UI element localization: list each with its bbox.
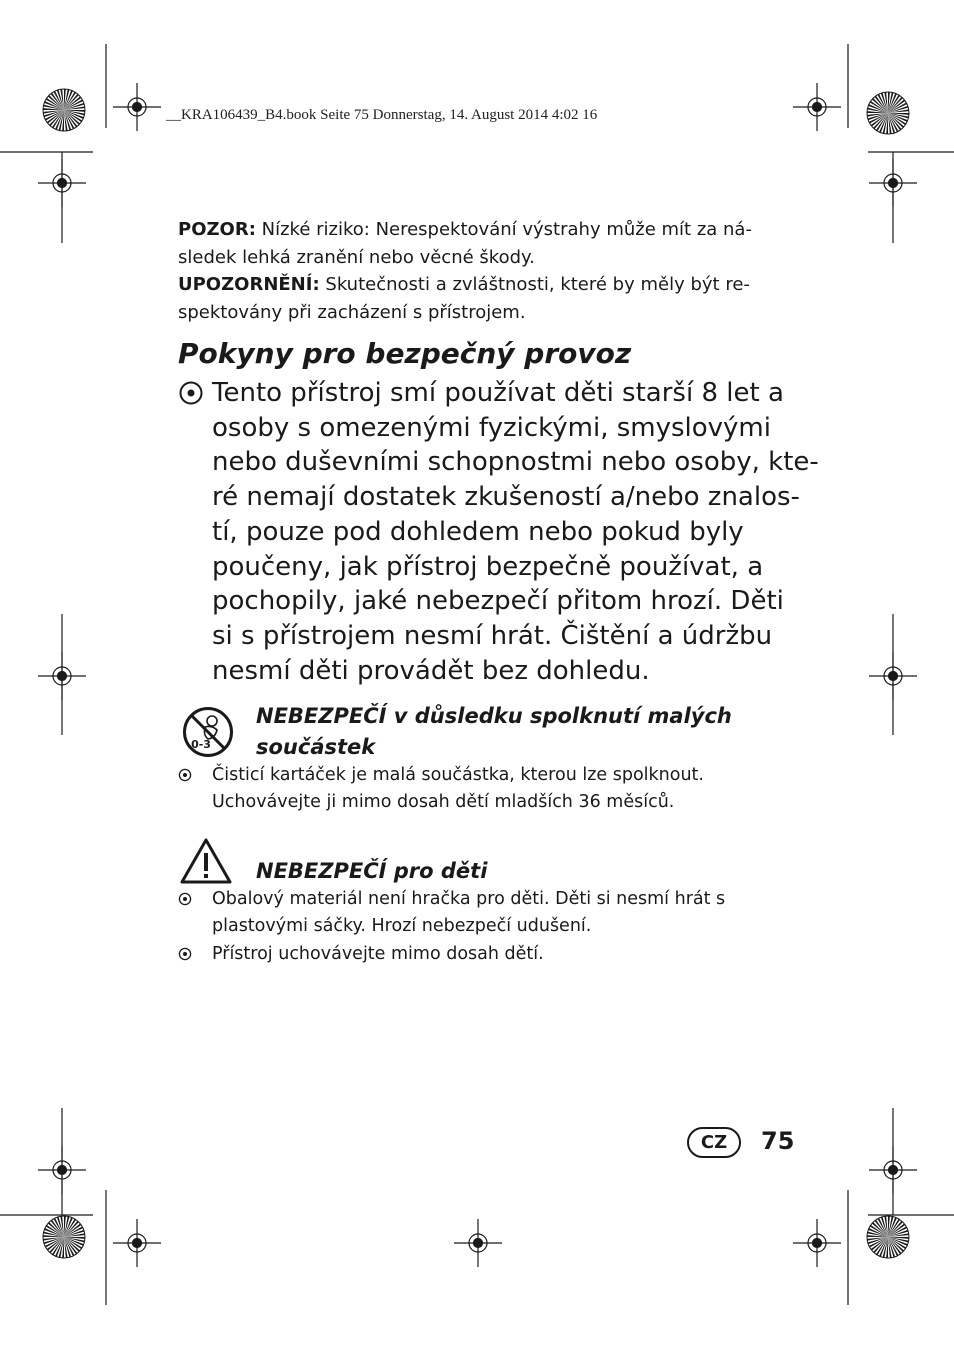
registration-crosshair [38,159,86,207]
item-text-line: Uchovávejte ji mimo dosah dětí mladších 36 měsíců. [212,792,675,812]
safety-instruction [178,376,819,688]
safety-text-line: osoby s omezenými fyzickými, smyslovými [212,412,771,443]
list-item [178,762,798,816]
item-text-line: plastovými sáčky. Hrozí nebezpečí udušení. [212,916,592,936]
warning-title-line: součástek [256,735,376,759]
registration-crosshair [38,652,86,700]
registration-starburst [867,92,909,134]
registration-crosshair [113,83,161,131]
caution-text-line: Nízké riziko: Nerespektování výstrahy může mít za ná- [261,219,752,240]
safety-text-line: Tento přístroj smí používat děti starší 8 let a [212,378,784,408]
warning-title-line: NEBEZPEČÍ v důsledku spolknutí malých [256,704,732,728]
list-item [178,886,798,940]
registration-starburst [43,89,85,131]
note-text-line: spektovány při zacházení s přístrojem. [178,302,526,323]
caution-notice [178,216,803,272]
item-text-line: Čisticí kartáček je malá součástka, kterou lze spolknout. [212,765,704,785]
safety-text-line: tí, pouze pod dohledem nebo pokud byly [212,516,744,547]
registration-crosshair [113,1219,161,1267]
no-small-children-icon [181,705,235,759]
age-range-label: 0-3 [191,738,211,751]
safety-text-line: nesmí děti provádět bez dohledu. [212,655,650,686]
safety-text-line: poučeny, jak přístroj bezpečně používat, a [212,551,764,582]
children-warning-title: NEBEZPEČÍ pro děti [256,859,488,883]
note-label: UPOZORNĚNÍ: [178,274,320,295]
bullet-circle-icon [178,380,204,406]
item-text-line: Obalový materiál není hračka pro děti. Děti si nesmí hrát s [212,889,726,909]
caution-text-line: sledek lehká zranění nebo věcné škody. [178,247,535,268]
bullet-circle-icon [178,892,192,906]
registration-crosshair [869,159,917,207]
note-notice [178,271,803,327]
registration-crosshair [869,652,917,700]
warning-triangle-icon [179,836,233,886]
registration-crosshair [38,1146,86,1194]
safety-text-line: ré nemají dostatek zkušeností a/nebo znalos- [212,482,800,513]
small-parts-warning-title [256,701,732,763]
safety-text-line: pochopily, jaké nebezpečí přitom hrozí. Děti [212,586,784,617]
caution-label: POZOR: [178,219,256,240]
language-badge: CZ [687,1127,741,1158]
page-number: 75 [761,1127,795,1155]
print-header: __KRA106439_B4.book Seite 75 Donnerstag, 14. August 2014 4:02 16 [166,107,598,123]
registration-crosshair [454,1219,502,1267]
bullet-circle-icon [178,947,192,961]
item-text-line: Přístroj uchovávejte mimo dosah dětí. [212,944,544,964]
registration-starburst [867,1216,909,1258]
safety-text-line: nebo duševními schopnostmi nebo osoby, kte- [212,447,819,478]
safety-text-line: si s přístrojem nesmí hrát. Čištění a údržbu [212,620,773,651]
registration-starburst [43,1216,85,1258]
note-text-line: Skutečnosti a zvláštnosti, které by měly být re- [325,274,750,295]
list-item [178,941,798,968]
registration-crosshair [869,1146,917,1194]
bullet-circle-icon [178,768,192,782]
registration-crosshair [793,83,841,131]
section-title: Pokyny pro bezpečný provoz [178,337,632,370]
registration-crosshair [793,1219,841,1267]
